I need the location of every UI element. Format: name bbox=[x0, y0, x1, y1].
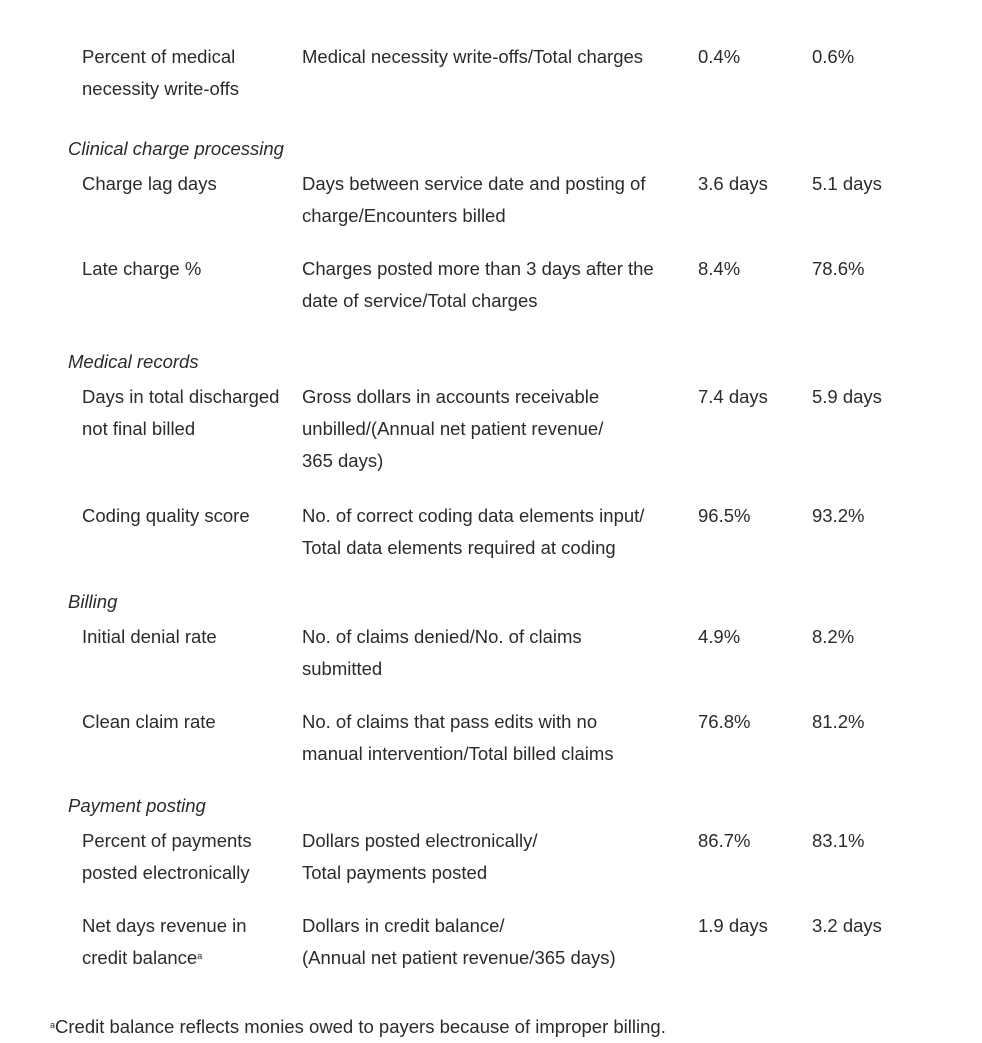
metric-value-2: 81.2% bbox=[812, 711, 865, 732]
metric-value-1: 8.4% bbox=[698, 258, 741, 279]
metric-formula: Dollars in credit balance/ (Annual net patient revenue/365 days) bbox=[302, 915, 616, 968]
metric-value-2: 93.2% bbox=[812, 505, 865, 526]
metric-formula: Days between service date and posting of charge/Encounters billed bbox=[302, 173, 646, 226]
metric-formula: No. of correct coding data elements input/ Total data elements required at coding bbox=[302, 505, 645, 558]
footnote-text: Credit balance reflects monies owed to payers because of improper billing. bbox=[55, 1016, 666, 1037]
metric-name: Initial denial rate bbox=[82, 626, 217, 647]
section-heading-billing: Billing bbox=[68, 591, 118, 612]
metric-formula: No. of claims denied/No. of claims submitted bbox=[302, 626, 582, 679]
metric-value-1: 76.8% bbox=[698, 711, 751, 732]
metric-value-2: 5.9 days bbox=[812, 386, 882, 407]
metric-formula: Gross dollars in accounts receivable unbilled/(Annual net patient revenue/ 365 days) bbox=[302, 386, 604, 471]
metric-name: Clean claim rate bbox=[82, 711, 216, 732]
footnote-marker: a bbox=[197, 951, 203, 961]
metric-value-1: 7.4 days bbox=[698, 386, 768, 407]
metric-value-1: 96.5% bbox=[698, 505, 751, 526]
metric-name: Charge lag days bbox=[82, 173, 217, 194]
metric-name: Net days revenue in credit balance$^a$ bbox=[82, 910, 297, 974]
metric-name-line-with-footnote: credit balance$^a$ bbox=[82, 947, 203, 968]
metric-value-1: 1.9 days bbox=[698, 915, 768, 936]
metric-name: Percent of medical necessity write-offs bbox=[82, 46, 239, 99]
metric-formula: Dollars posted electronically/ Total payments posted bbox=[302, 830, 538, 883]
section-heading-clinical-charge-processing: Clinical charge processing bbox=[68, 138, 284, 159]
section-heading-payment-posting: Payment posting bbox=[68, 795, 206, 816]
metric-value-2: 8.2% bbox=[812, 626, 855, 647]
footnote bbox=[50, 1011, 666, 1043]
metric-value-2: 83.1% bbox=[812, 830, 865, 851]
metric-value-2: 3.2 days bbox=[812, 915, 882, 936]
metric-value-2: 78.6% bbox=[812, 258, 865, 279]
metric-value-1: 0.4% bbox=[698, 46, 741, 67]
metric-name: Percent of payments posted electronically bbox=[82, 830, 252, 883]
metric-formula: No. of claims that pass edits with no manual intervention/Total billed claims bbox=[302, 711, 614, 764]
metric-formula: Charges posted more than 3 days after the date of service/Total charges bbox=[302, 258, 654, 311]
metric-formula: Medical necessity write-offs/Total charges bbox=[302, 46, 644, 67]
metric-name: Coding quality score bbox=[82, 505, 250, 526]
metric-value-1: 4.9% bbox=[698, 626, 741, 647]
metric-name: Late charge % bbox=[82, 258, 202, 279]
metric-value-2: 0.6% bbox=[812, 46, 855, 67]
section-heading-medical-records: Medical records bbox=[68, 351, 199, 372]
metric-value-2: 5.1 days bbox=[812, 173, 882, 194]
metric-name: Days in total discharged not final billed bbox=[82, 386, 280, 439]
metric-value-1: 3.6 days bbox=[698, 173, 768, 194]
metric-value-1: 86.7% bbox=[698, 830, 751, 851]
footnote-marker: a bbox=[50, 1020, 56, 1030]
